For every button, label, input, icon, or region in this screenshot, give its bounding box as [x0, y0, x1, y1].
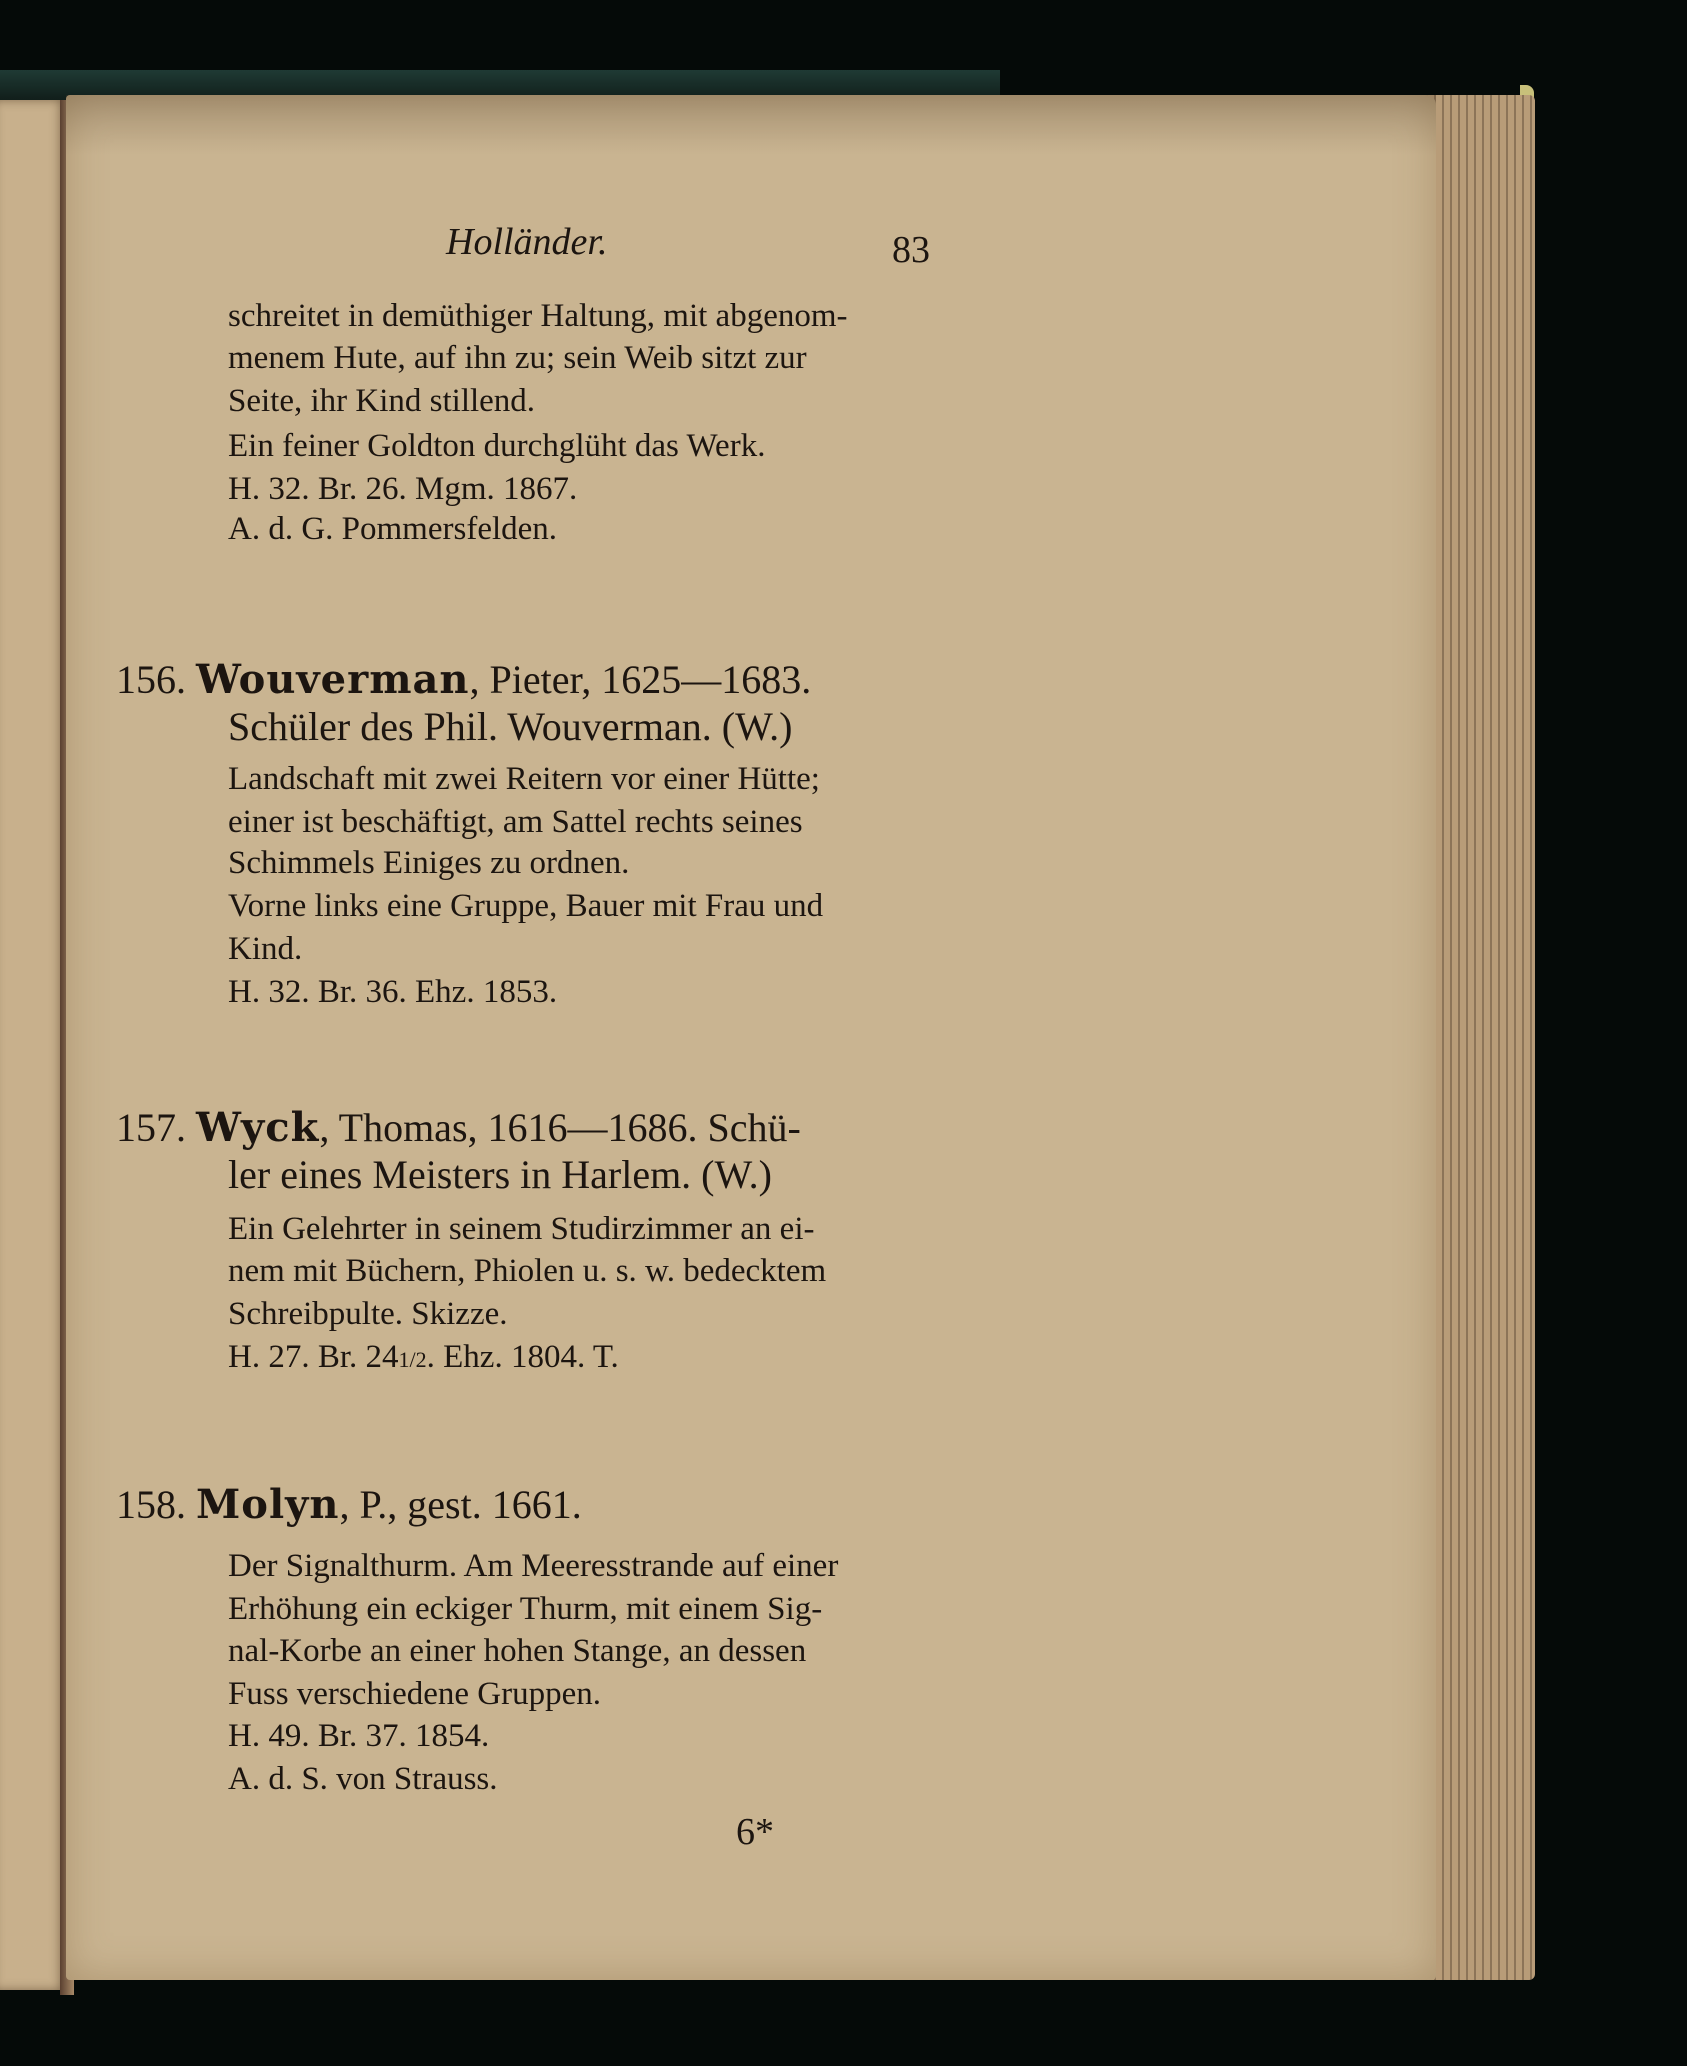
entry-number: 158. [116, 1482, 186, 1527]
entry-number: 157. [116, 1105, 186, 1150]
text-line: A. d. S. von Strauss. [228, 1761, 498, 1797]
running-title: Holländer. [446, 221, 608, 263]
artist-name: Wouverman [196, 656, 470, 703]
text-line: menem Hute, auf ihn zu; sein Weib sitzt zur [228, 340, 807, 376]
artist-name: Molyn [196, 1481, 340, 1528]
entry-heading [116, 656, 812, 703]
text-line: nem mit Büchern, Phiolen u. s. w. bedecktem [228, 1253, 827, 1289]
left-page-edge [0, 100, 66, 1990]
text-line: schreitet in demüthiger Haltung, mit abgenom- [228, 298, 848, 334]
entry-number: 156. [116, 657, 186, 702]
signature-mark: 6* [736, 1811, 774, 1853]
dimensions-line [228, 1341, 619, 1374]
text-line: Vorne links eine Gruppe, Bauer mit Frau und [228, 888, 824, 924]
artist-details: , P., gest. 1661. [339, 1482, 582, 1527]
text-line: Schreibpulte. Skizze. [228, 1296, 508, 1332]
text-line: Schimmels Einiges zu ordnen. [228, 845, 630, 881]
text-line: Der Signalthurm. Am Meeresstrande auf einer [228, 1548, 839, 1584]
text-line: H. 32. Br. 26. Mgm. 1867. [228, 471, 578, 507]
page-number: 83 [892, 229, 930, 271]
text-line: Ein feiner Goldton durchglüht das Werk. [228, 428, 766, 464]
fraction: 1/2 [398, 1347, 427, 1372]
text-line: Seite, ihr Kind stillend. [228, 383, 536, 419]
dimensions-text: . Ehz. 1804. T. [426, 1339, 619, 1375]
dimensions-text: H. 27. Br. 24 [228, 1339, 399, 1375]
entry-heading [116, 1104, 801, 1151]
artist-name: Wyck [196, 1104, 320, 1151]
entry-heading [116, 1481, 582, 1528]
artist-school: ler eines Meisters in Harlem. (W.) [228, 1152, 772, 1197]
text-line: Fuss verschiedene Gruppen. [228, 1676, 601, 1712]
text-line: einer ist beschäftigt, am Sattel rechts seines [228, 804, 803, 840]
text-line: A. d. G. Pommersfelden. [228, 511, 558, 547]
text-line: nal-Korbe an einer hohen Stange, an dessen [228, 1633, 807, 1669]
text-line: Landschaft mit zwei Reitern vor einer Hütte; [228, 761, 820, 797]
page-stack-edges [1420, 95, 1535, 1980]
book-page [66, 95, 1436, 1980]
text-line: Erhöhung ein eckiger Thurm, mit einem Sig- [228, 1591, 823, 1627]
artist-details: , Pieter, 1625—1683. [469, 657, 812, 702]
text-line: Ein Gelehrter in seinem Studirzimmer an ei- [228, 1211, 815, 1247]
text-line: H. 49. Br. 37. 1854. [228, 1718, 490, 1754]
artist-details: , Thomas, 1616—1686. Schü- [319, 1105, 801, 1150]
artist-school: Schüler des Phil. Wouverman. (W.) [228, 704, 793, 749]
text-line: Kind. [228, 931, 303, 967]
text-line: H. 32. Br. 36. Ehz. 1853. [228, 974, 558, 1010]
